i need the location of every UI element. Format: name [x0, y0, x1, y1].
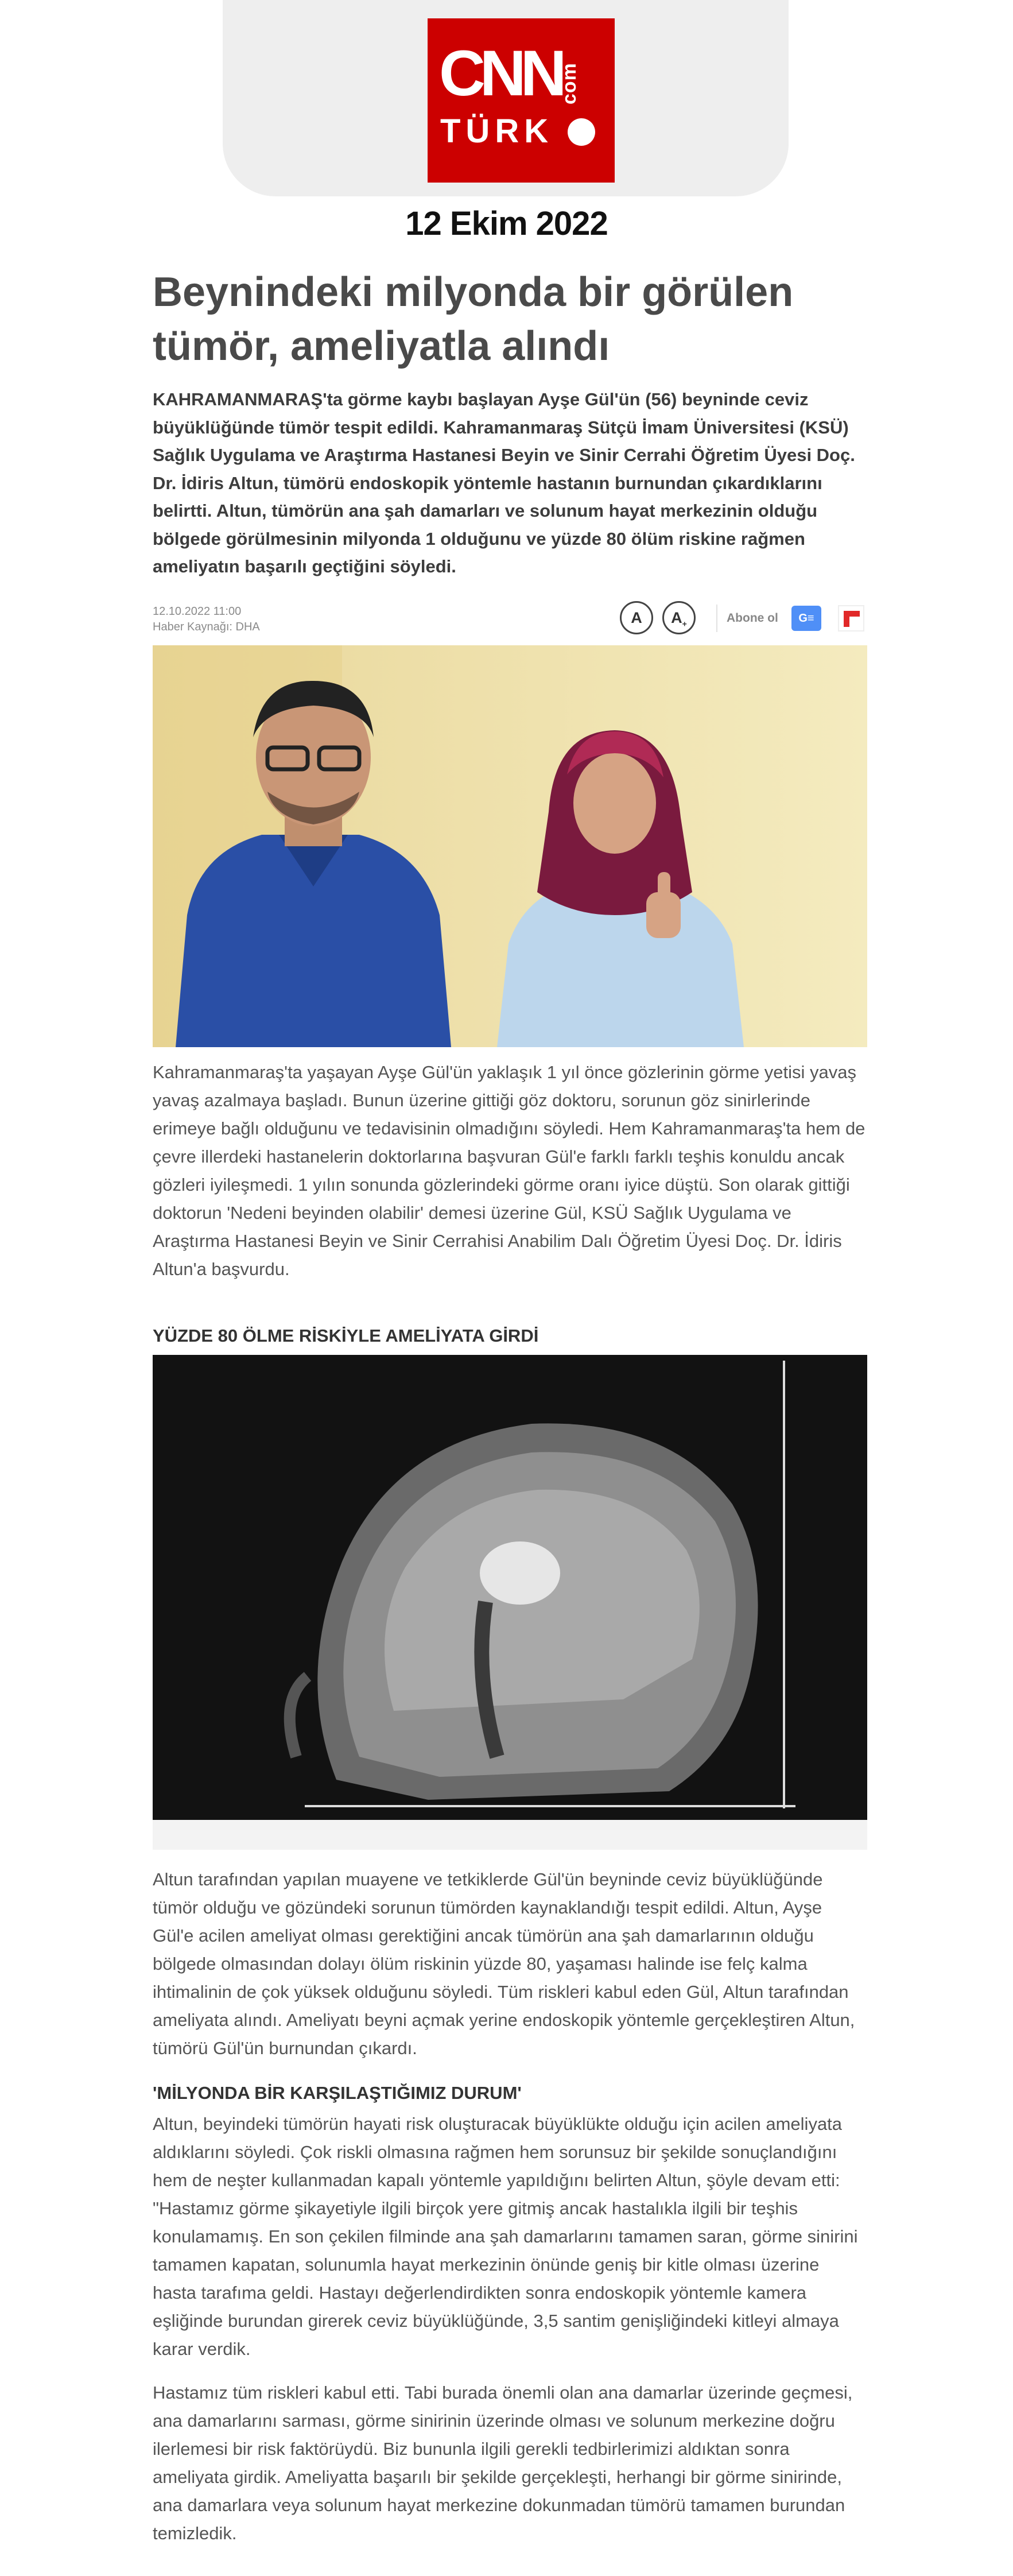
article-paragraph-3: Altun, beyindeki tümörün hayati risk oluşturacak büyüklükte olduğu için acilen ameliyata aldıklarını söyledi. Çok riskli olmasına rağmen hem sorunsuz bir şekilde sonuçlandığını hem de neşter kullanmadan kapalı yöntemle yapıldığını belirten Altun, şöyle devam etti: "Hastamız görme şikayetiyle ilgili birçok yere gitmiş ancak hastalıkla ilgili bir teşhis konulamamış. En son çekilen filminde ana şah damarlarını tamamen saran, görme sinirini tamamen kapatan, solunumla hayat merkezinin önünde geniş bir kitle olması üzerine hasta tarafıma geldi. Hastayı değerlendirdikten sonra endoskopik yöntemle kamera eşliğinde burundan girerek ceviz büyüklüğünde, 3,5 santim genişliğindeki kitleyi almaya karar verdik.: [153, 2114, 858, 2359]
article-date: 12.10.2022 11:00: [153, 605, 242, 618]
logo-cnn-text: CNN: [439, 37, 561, 109]
article-lead: KAHRAMANMARAŞ'ta görme kaybı başlayan Ayşe Gül'ün (56) beyninde ceviz büyüklüğünde tümör tespit edildi. Kahramanmaraş Sütçü İmam Üniversitesi (KSÜ) Sağlık Uygulama ve Araştırma Hastanesi Beyin ve Sinir Cerrahi Öğretim Üyesi Doç. Dr. İdiris Altun, tümörü endoskopik yöntemle hastanın burnundan çıkardıklarını belirtti. Altun, tümörün ana şah damarları ve solunum hayat merkezinin olduğu bölgede görülmesinin milyonda 1 olduğunu ve yüzde 80 ölüm riskine rağmen ameliyatın başarılı geçtiğini söyledi.: [153, 389, 855, 576]
font-decrease-label: A: [631, 609, 642, 626]
google-news-icon: G≡: [798, 612, 814, 625]
flipboard-icon: [844, 611, 860, 627]
cnn-turk-logo[interactable]: [428, 18, 615, 183]
subscribe-label: Abone ol: [727, 611, 778, 625]
toolbar-divider: [716, 605, 717, 632]
font-increase-button[interactable]: [662, 601, 696, 634]
article-meta: [153, 604, 260, 635]
doctor-patient-photo: [153, 645, 867, 1047]
logo-turk-text: TÜRK: [440, 113, 554, 150]
logo-com-text: com: [558, 63, 580, 104]
article-source: Haber Kaynağı: DHA: [153, 621, 260, 633]
header-logo-area: [223, 0, 789, 196]
font-decrease-button[interactable]: [620, 601, 653, 634]
font-increase-label: A: [671, 609, 682, 626]
article-paragraph-2: Altun tarafından yapılan muayene ve tetkiklerde Gül'ün beyninde ceviz büyüklüğünde tümör olduğu ve gözündeki sorunun tümörden kaynaklandığı tespit edildi. Altun, Ayşe Gül'e acilen ameliyat olması gerektiğini ancak tümörün ana şah damarlarının olduğu bölgede olmasından dolayı ölüm riskinin yüzde 80, yaşaması halinde ise felç kalma ihtimalinin de çok yüksek olduğunu söyledi. Tüm riskleri kabul eden Gül, Altun tarafından ameliyata alındı. Ameliyatı beyni açmak yerine endoskopik yöntemle gerçekleştiren Altun, tümörü Gül'ün burnundan çıkardı.: [153, 1869, 855, 2058]
article-paragraph-1: Kahramanmaraş'ta yaşayan Ayşe Gül'ün yaklaşık 1 yıl önce gözlerinin görme yetisi yavaş yavaş azalmaya başladı. Bunun üzerine gittiği göz doktoru, sorunun göz sinirlerinde erimeye bağlı olduğunu ve tedavisinin olmadığını söyledi. Hem Kahramanmaraş'ta hem de çevre illerdeki hastanelerin doktorlarına başvuran Gül'e farklı farklı teşhis konuldu ancak gözleri iyileşmedi. 1 yılın sonunda gözlerindeki görme oranı iyice düştü. Son olarak gittiği doktorun 'Nedeni beyinden olabilir' demesi üzerine Gül, KSÜ Sağlık Uygulama ve Araştırma Hastanesi Beyin ve Sinir Cerrahisi Anabilim Dalı Öğretim Üyesi Doç. Dr. İdiris Altun'a başvurdu.: [153, 1062, 865, 1279]
font-increase-plus: +: [682, 619, 687, 629]
mri-scan-image: [153, 1355, 867, 1820]
flipboard-button[interactable]: [838, 605, 864, 632]
subheading-2: 'MİLYONDA BİR KARŞILAŞTIĞIMIZ DURUM': [153, 2083, 522, 2103]
logo-dot: [568, 118, 595, 146]
subheading-1: YÜZDE 80 ÖLME RİSKİYLE AMELİYATA GİRDİ: [153, 1326, 539, 1346]
google-news-button[interactable]: [791, 606, 821, 631]
article-title: Beynindeki milyonda bir görülen tümör, ameliyatla alındı: [153, 269, 794, 369]
article-paragraph-4: Hastamız tüm riskleri kabul etti. Tabi burada önemli olan ana damarlar üzerinde geçmesi, ana damarlarını sarması, görme sinirinin üzerinde olması ve solunum merkezine doğru ilerlemesi bir risk faktörüydü. Biz bununla ilgili gerekli tedbirlerimizi aldıktan sonra ameliyata girdik. Ameliyatta başarılı bir şekilde gerçekleşti, herhangi bir görme sinirinde, ana damarlara veya solunum hayat merkezine dokunmadan tümörü tamamen burundan temizledik.: [153, 2383, 853, 2543]
article-toolbar: [620, 601, 867, 636]
date-heading: 12 Ekim 2022: [405, 205, 608, 242]
